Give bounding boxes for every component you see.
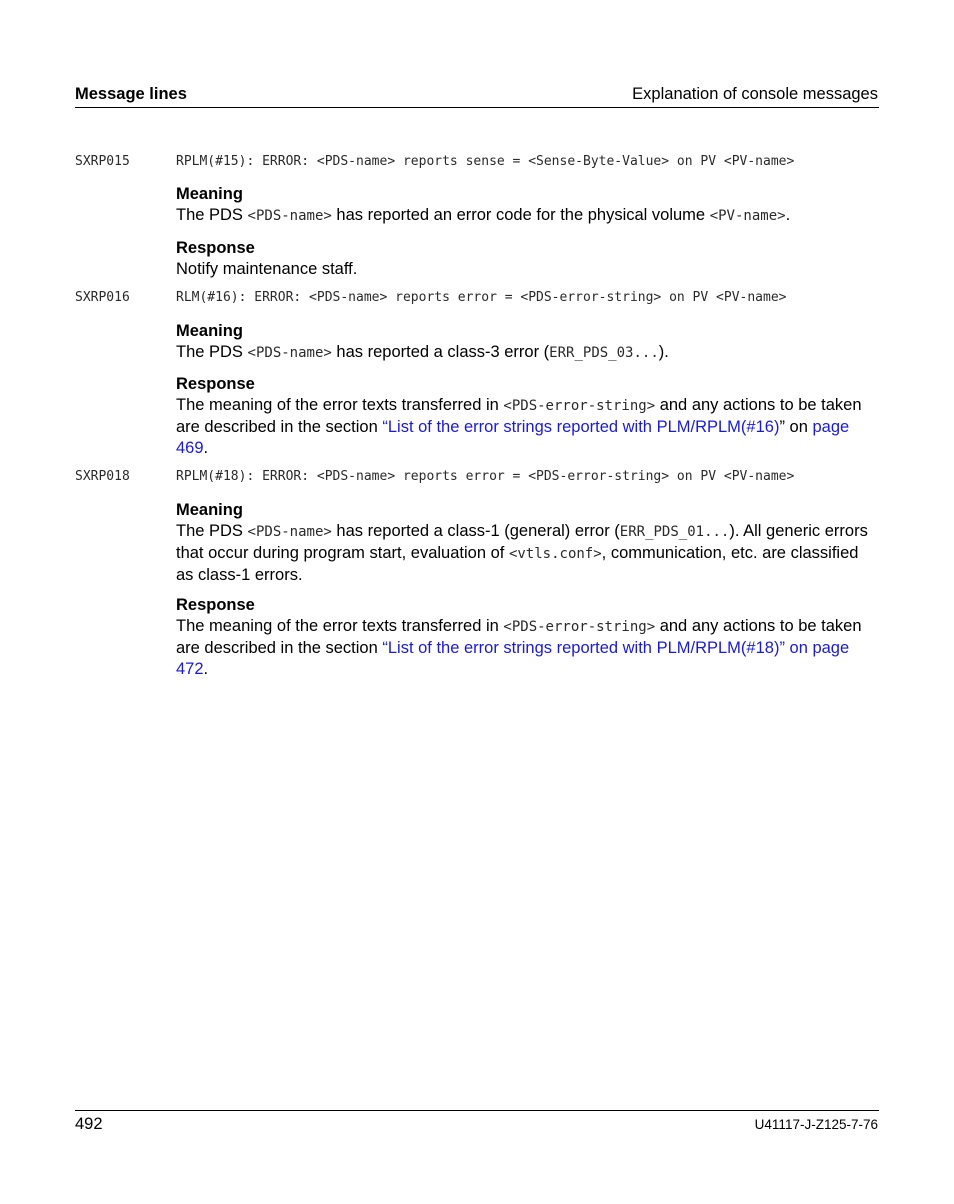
page-number: 492: [75, 1115, 103, 1133]
document-id: U41117-J-Z125-7-76: [754, 1117, 878, 1132]
meaning-heading: Meaning: [176, 185, 243, 203]
header-rule: [75, 107, 879, 108]
meaning-heading: Meaning: [176, 322, 243, 340]
response-section: [176, 238, 879, 280]
meaning-heading: Meaning: [176, 501, 243, 519]
page-reference-link[interactable]: page 469: [176, 418, 850, 457]
message-text: RPLM(#18): ERROR: <PDS-name> reports error = <PDS-error-string> on PV <PV-name>: [176, 469, 795, 484]
running-header-section: Message lines: [75, 85, 187, 103]
response-text: Notify maintenance staff.: [176, 260, 358, 278]
response-heading: Response: [176, 239, 255, 257]
response-section: [176, 374, 879, 459]
meaning-text: The PDS <PDS-name> has reported an error code for the physical volume <PV-name>.: [176, 206, 791, 224]
message-text: RLM(#16): ERROR: <PDS-name> reports error = <PDS-error-string> on PV <PV-name>: [176, 290, 787, 305]
meaning-text: The PDS <PDS-name> has reported a class-1 (general) error (ERR_PDS_01...). All generic errors that occur during program start, evaluation of <vtls.conf>, communication, etc. are classified as class-1 errors.: [176, 522, 868, 584]
footer-rule: [75, 1110, 879, 1111]
running-header-chapter: Explanation of console messages: [632, 85, 878, 103]
meaning-section: [176, 184, 879, 227]
meaning-section: [176, 500, 879, 586]
response-section: [176, 595, 879, 680]
message-code: SXRP015: [75, 154, 130, 169]
cross-reference-link[interactable]: “List of the error strings reported with PLM/RPLM(#18)” on page 472: [176, 639, 850, 678]
meaning-section: [176, 321, 879, 364]
message-code: SXRP018: [75, 469, 130, 484]
response-heading: Response: [176, 375, 255, 393]
message-text: RPLM(#15): ERROR: <PDS-name> reports sense = <Sense-Byte-Value> on PV <PV-name>: [176, 154, 795, 169]
response-text: The meaning of the error texts transferred in <PDS-error-string> and any actions to be taken are described in the section “List of the error strings reported with PLM/RPLM(#16)” on page 469.: [176, 396, 862, 457]
message-code: SXRP016: [75, 290, 130, 305]
meaning-text: The PDS <PDS-name> has reported a class-3 error (ERR_PDS_03...).: [176, 343, 669, 361]
response-heading: Response: [176, 596, 255, 614]
cross-reference-link[interactable]: “List of the error strings reported with PLM/RPLM(#16): [382, 418, 780, 436]
response-text: The meaning of the error texts transferred in <PDS-error-string> and any actions to be taken are described in the section “List of the error strings reported with PLM/RPLM(#18)” on page 472.: [176, 617, 862, 678]
